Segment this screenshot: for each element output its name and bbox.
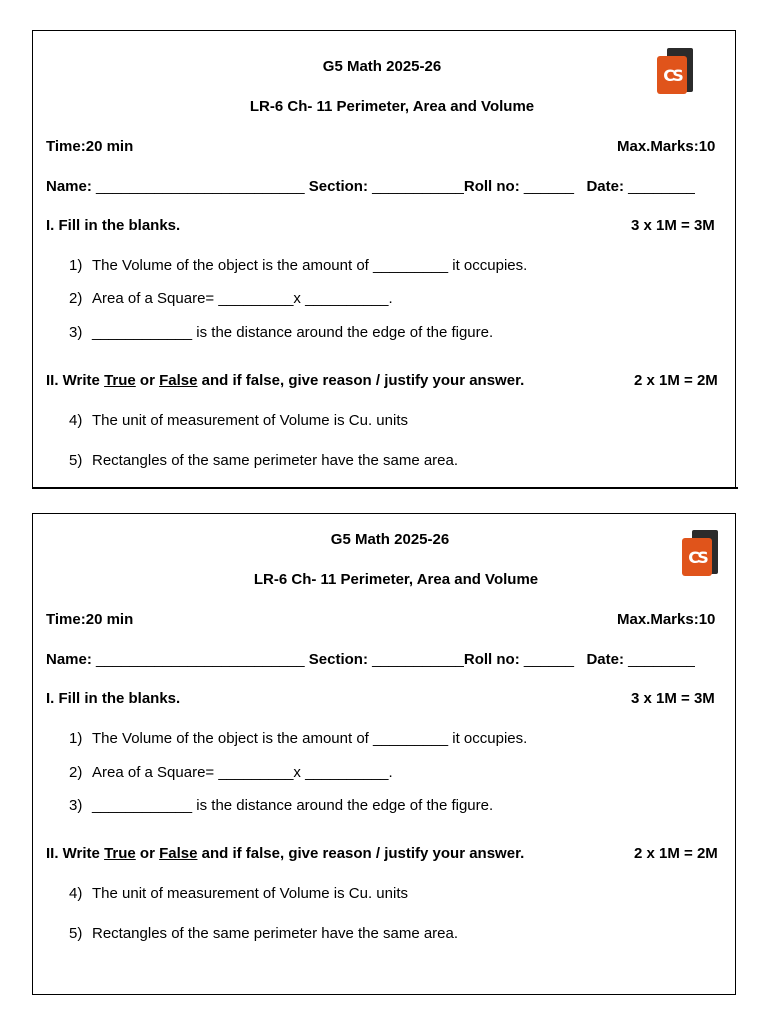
section-blank: ___________ (372, 651, 464, 668)
date-blank: ________ (628, 178, 695, 195)
paper-subtitle: LR-6 Ch- 11 Perimeter, Area and Volume (249, 98, 535, 115)
max-marks-label: Max.Marks:10 (617, 611, 716, 628)
section-label: Section: (308, 178, 368, 195)
section-label: Section: (308, 651, 368, 668)
name-label: Name: (46, 651, 92, 668)
name-blank: _________________________ (96, 651, 305, 668)
max-marks-label: Max.Marks:10 (617, 138, 716, 155)
date-label: Date: (586, 178, 624, 195)
section-blank: ___________ (372, 178, 464, 195)
true-word: True (104, 845, 136, 862)
question-number: 5) (69, 925, 83, 942)
section1-marks: 3 x 1M = 3M (631, 690, 715, 707)
question-number: 3) (69, 797, 83, 814)
time-label: Time:20 min (46, 611, 134, 628)
paper-subtitle: LR-6 Ch- 11 Perimeter, Area and Volume (253, 571, 539, 588)
question-number: 2) (69, 764, 83, 781)
question-number: 2) (69, 290, 83, 307)
section1-heading: I. Fill in the blanks. (46, 217, 181, 234)
time-label: Time:20 min (46, 138, 134, 155)
date-label: Date: (586, 651, 624, 668)
question-text: The Volume of the object is the amount of _________ it occupies. (92, 257, 528, 274)
school-logo: CS (655, 48, 695, 96)
name-blank: _________________________ (96, 178, 305, 195)
section2-marks: 2 x 1M = 2M (634, 372, 718, 389)
question-text: The Volume of the object is the amount of _________ it occupies. (92, 730, 528, 747)
roll-blank: ______ (523, 178, 574, 195)
name-label: Name: (46, 178, 92, 195)
roll-label: Roll no: (463, 651, 520, 668)
question-text: Rectangles of the same perimeter have the same area. (92, 925, 459, 942)
roll-blank: ______ (523, 651, 574, 668)
question-number: 5) (69, 452, 83, 469)
question-number: 3) (69, 324, 83, 341)
question-text: Rectangles of the same perimeter have the same area. (92, 452, 459, 469)
question-text: ____________ is the distance around the edge of the figure. (92, 324, 494, 341)
question-number: 1) (69, 257, 83, 274)
question-number: 4) (69, 885, 83, 902)
question-text: The unit of measurement of Volume is Cu. units (92, 412, 408, 429)
section2-heading: II. Write True or False and if false, give reason / justify your answer. (46, 845, 525, 862)
date-blank: ________ (628, 651, 695, 668)
true-word: True (104, 372, 136, 389)
false-word: False (159, 372, 198, 389)
question-number: 1) (69, 730, 83, 747)
section1-marks: 3 x 1M = 3M (631, 217, 715, 234)
student-details (46, 651, 695, 669)
question-number: 4) (69, 412, 83, 429)
question-text: The unit of measurement of Volume is Cu. units (92, 885, 408, 902)
section2-marks: 2 x 1M = 2M (634, 845, 718, 862)
paper-title: G5 Math 2025-26 (322, 58, 442, 75)
roll-label: Roll no: (463, 178, 520, 195)
section2-heading: II. Write True or False and if false, give reason / justify your answer. (46, 372, 525, 389)
false-word: False (159, 845, 198, 862)
school-logo: CS (680, 530, 720, 578)
paper-title: G5 Math 2025-26 (330, 531, 450, 548)
question-text: ____________ is the distance around the edge of the figure. (92, 797, 494, 814)
cut-line (32, 487, 738, 489)
section1-heading: I. Fill in the blanks. (46, 690, 181, 707)
question-text: Area of a Square= _________x __________. (92, 764, 393, 781)
question-text: Area of a Square= _________x __________. (92, 290, 393, 307)
student-details (46, 178, 695, 196)
